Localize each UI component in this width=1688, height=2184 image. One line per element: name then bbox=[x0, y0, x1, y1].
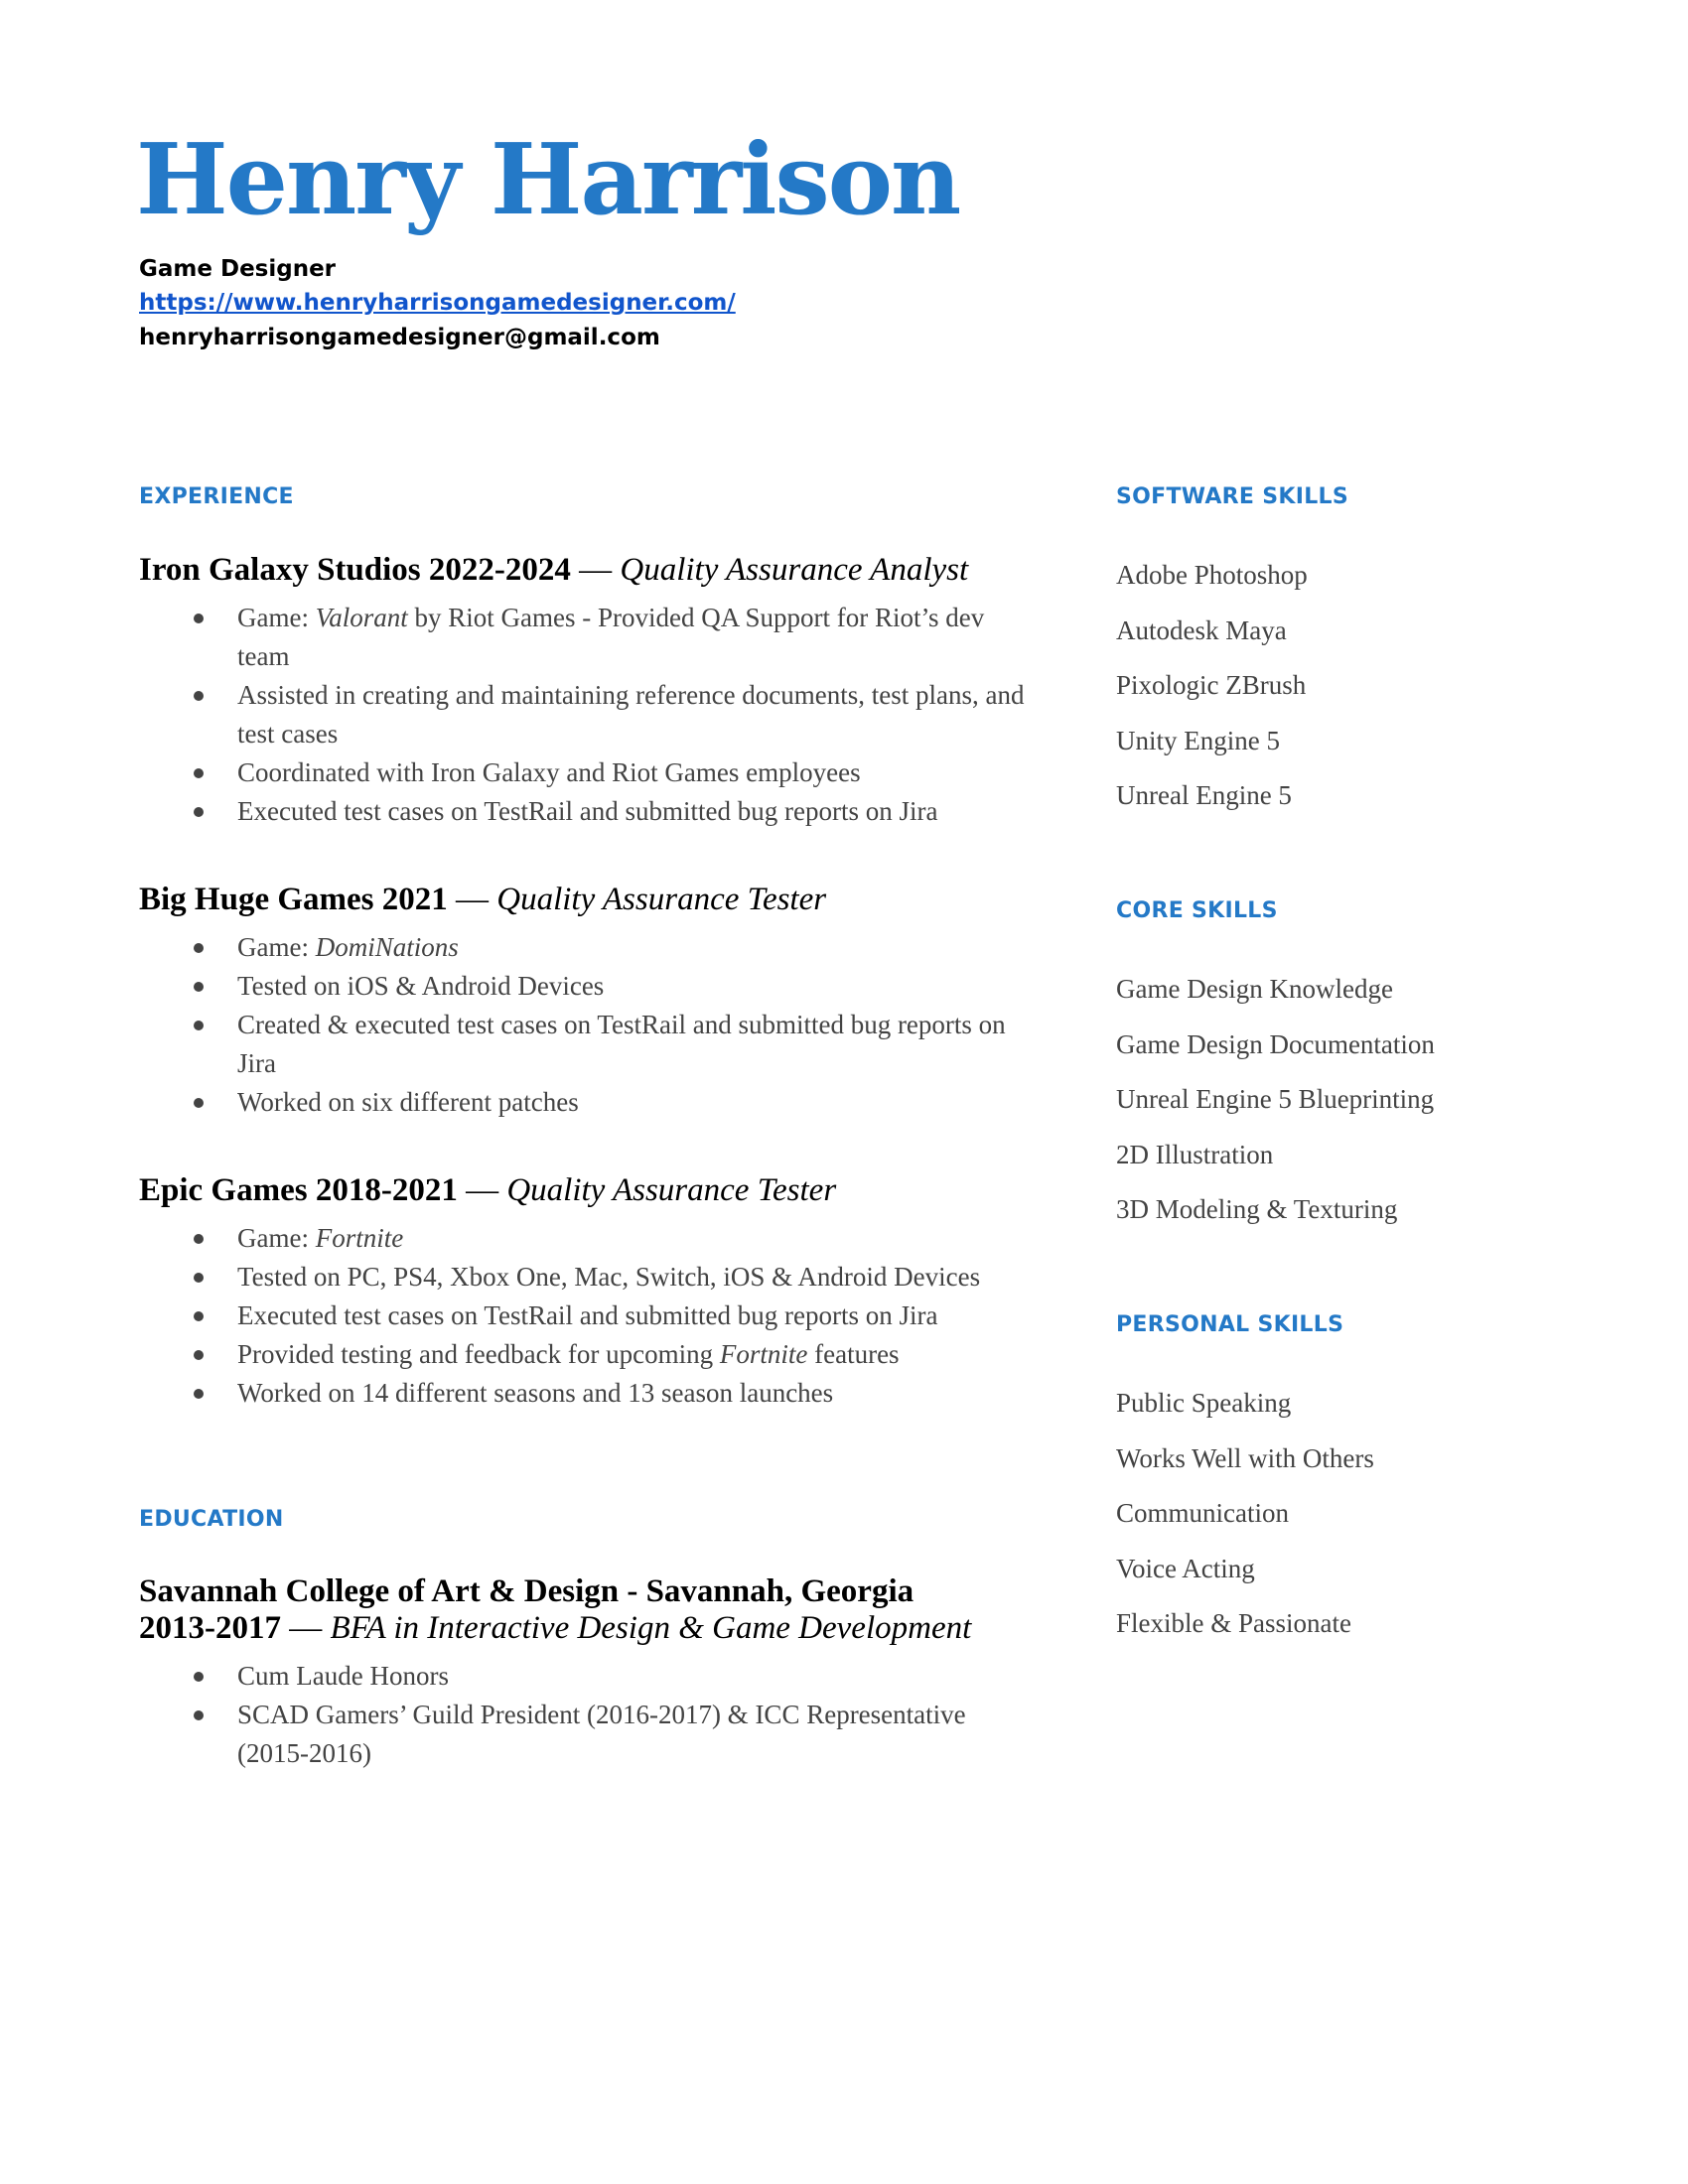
bullet-text: SCAD Gamers’ Guild President (2016-2017) & ICC Representative (2015-2016) bbox=[237, 1700, 966, 1768]
skill-item: Flexible & Passionate bbox=[1116, 1608, 1351, 1639]
bullet-text: Provided testing and feedback for upcoming bbox=[237, 1339, 720, 1369]
list-item bbox=[139, 676, 1032, 753]
list-item bbox=[139, 599, 1032, 676]
bullet-text: Game: bbox=[237, 1223, 316, 1253]
school-name: Savannah College of Art & Design - Savannah, Georgia bbox=[139, 1573, 914, 1609]
list-item bbox=[139, 1696, 1032, 1773]
skill-item: 2D Illustration bbox=[1116, 1139, 1274, 1169]
bullet-text: Executed test cases on TestRail and submitted bug reports on Jira bbox=[237, 796, 938, 826]
email: henryharrisongamedesigner@gmail.com bbox=[139, 325, 660, 350]
company-name: Big Huge Games 2021 bbox=[139, 882, 448, 917]
bullet-icon bbox=[194, 807, 204, 817]
bullet-icon bbox=[194, 1021, 204, 1030]
job-heading bbox=[139, 882, 1033, 918]
job-role: Quality Assurance Analyst bbox=[620, 552, 969, 588]
company-name: Iron Galaxy Studios 2022-2024 bbox=[139, 552, 571, 588]
skill-item: Public Speaking bbox=[1116, 1388, 1292, 1418]
skill-item: Autodesk Maya bbox=[1116, 614, 1287, 645]
bullet-icon bbox=[194, 1311, 204, 1321]
bullet-text: features bbox=[807, 1339, 900, 1369]
bullet-text: Tested on PC, PS4, Xbox One, Mac, Switch, iOS & Android Devices bbox=[237, 1262, 981, 1292]
bullet-icon bbox=[194, 1098, 204, 1108]
candidate-name: Henry Harrison bbox=[136, 123, 960, 237]
separator: — bbox=[570, 552, 621, 588]
core-skills bbox=[1116, 898, 1435, 1246]
skill-item: Communication bbox=[1116, 1498, 1289, 1529]
education-entry bbox=[139, 1573, 1033, 1773]
bullet-text: Worked on six different patches bbox=[237, 1087, 579, 1117]
italic-title: DomiNations bbox=[315, 932, 459, 962]
list-item bbox=[139, 1258, 1032, 1297]
bullet-text: Coordinated with Iron Galaxy and Riot Games employees bbox=[237, 757, 861, 787]
separator: — bbox=[281, 1610, 331, 1646]
list-item bbox=[139, 967, 1032, 1006]
list-item bbox=[139, 792, 1032, 831]
skill-item: 3D Modeling & Texturing bbox=[1116, 1194, 1398, 1225]
job-bullets bbox=[139, 599, 1033, 831]
bullet-text: Executed test cases on TestRail and submitted bug reports on Jira bbox=[237, 1300, 938, 1330]
skill-item: Unreal Engine 5 bbox=[1116, 780, 1292, 811]
degree: BFA in Interactive Design & Game Development bbox=[330, 1610, 972, 1646]
education-years: 2013-2017 bbox=[139, 1610, 281, 1646]
skill-item: Adobe Photoshop bbox=[1116, 560, 1308, 590]
bullet-icon bbox=[194, 982, 204, 992]
list-item bbox=[139, 753, 1032, 792]
bullet-icon bbox=[194, 768, 204, 778]
separator: — bbox=[447, 882, 497, 917]
skills-heading: PERSONAL SKILLS bbox=[1116, 1312, 1344, 1337]
bullet-text: Assisted in creating and maintaining reference documents, test plans, and test cases bbox=[237, 680, 1025, 749]
list-item bbox=[139, 1297, 1032, 1335]
bullet-icon bbox=[194, 1389, 204, 1399]
italic-title: Valorant bbox=[315, 603, 408, 632]
bullet-icon bbox=[194, 614, 204, 623]
separator: — bbox=[457, 1172, 507, 1208]
italic-title: Fortnite bbox=[315, 1223, 404, 1253]
skills-heading: CORE SKILLS bbox=[1116, 898, 1278, 923]
website-link[interactable]: https://www.henryharrisongamedesigner.com/ bbox=[139, 290, 736, 316]
education-bullets bbox=[139, 1657, 1033, 1773]
job-entry bbox=[139, 552, 1033, 831]
job-heading bbox=[139, 1172, 1033, 1209]
bullet-icon bbox=[194, 1350, 204, 1360]
skill-item: Works Well with Others bbox=[1116, 1442, 1374, 1473]
bullet-icon bbox=[194, 943, 204, 953]
bullet-text: Cum Laude Honors bbox=[237, 1661, 449, 1691]
company-name: Epic Games 2018-2021 bbox=[139, 1172, 458, 1208]
skill-item: Pixologic ZBrush bbox=[1116, 670, 1307, 701]
job-bullets bbox=[139, 1219, 1033, 1413]
bullet-icon bbox=[194, 1234, 204, 1244]
job-heading bbox=[139, 552, 1033, 589]
education-heading: EDUCATION bbox=[139, 1507, 284, 1532]
experience-heading: EXPERIENCE bbox=[139, 484, 294, 509]
list-item bbox=[139, 928, 1032, 967]
list-item bbox=[139, 1006, 1032, 1083]
software-skills bbox=[1116, 484, 1348, 832]
bullet-icon bbox=[194, 1273, 204, 1283]
italic-title: Fortnite bbox=[719, 1339, 808, 1369]
bullet-text: by Riot Games - Provided QA Support for Riot’s dev team bbox=[237, 603, 985, 671]
skill-item: Unreal Engine 5 Blueprinting bbox=[1116, 1084, 1435, 1115]
job-entry bbox=[139, 882, 1033, 1122]
job-title: Game Designer bbox=[139, 256, 337, 282]
skills-heading: SOFTWARE SKILLS bbox=[1116, 484, 1348, 509]
skill-item: Game Design Knowledge bbox=[1116, 974, 1393, 1004]
job-entry bbox=[139, 1172, 1033, 1413]
bullet-icon bbox=[194, 1672, 204, 1682]
list-item bbox=[139, 1219, 1032, 1258]
list-item bbox=[139, 1374, 1032, 1413]
job-role: Quality Assurance Tester bbox=[496, 882, 827, 917]
bullet-icon bbox=[194, 1710, 204, 1720]
bullet-icon bbox=[194, 691, 204, 701]
list-item bbox=[139, 1335, 1032, 1374]
list-item bbox=[139, 1083, 1032, 1122]
bullet-text: Worked on 14 different seasons and 13 season launches bbox=[237, 1378, 834, 1408]
personal-skills bbox=[1116, 1312, 1374, 1660]
job-role: Quality Assurance Tester bbox=[506, 1172, 837, 1208]
bullet-text: Created & executed test cases on TestRail and submitted bug reports on Jira bbox=[237, 1010, 1006, 1078]
bullet-text: Game: bbox=[237, 932, 316, 962]
bullet-text: Game: bbox=[237, 603, 316, 632]
skill-item: Unity Engine 5 bbox=[1116, 725, 1280, 755]
job-bullets bbox=[139, 928, 1033, 1122]
skill-item: Voice Acting bbox=[1116, 1553, 1255, 1583]
bullet-text: Tested on iOS & Android Devices bbox=[237, 971, 605, 1001]
list-item bbox=[139, 1657, 1032, 1696]
skill-item: Game Design Documentation bbox=[1116, 1028, 1435, 1059]
